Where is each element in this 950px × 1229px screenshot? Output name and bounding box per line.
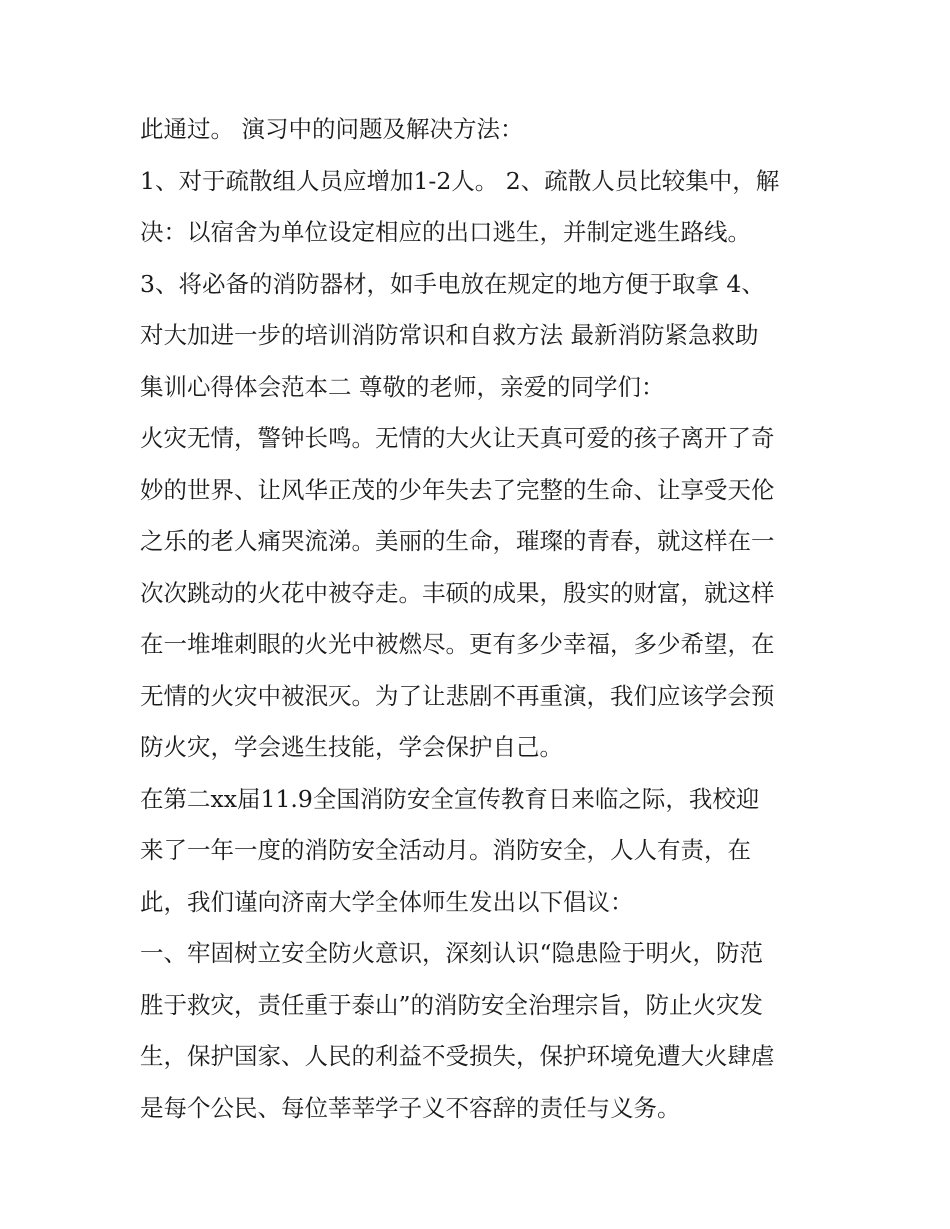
text-line: 集训心得体会范本二 尊敬的老师，亲爱的同学们： [140, 372, 665, 401]
text-line: 胜于救灾，责任重于泰山”的消防安全治理宗旨，防止火灾发 [140, 990, 764, 1019]
text-line: 是每个公民、每位莘莘学子义不容辞的责任与义务。 [140, 1093, 681, 1122]
text-line: 次次跳动的火花中被夺走。丰硕的成果，殷实的财富，就这样 [140, 578, 775, 607]
text-line: 3、将必备的消防器材，如手电放在规定的地方便于取拿 4、 [140, 269, 765, 298]
text-line: 此通过。 演习中的问题及解决方法： [140, 115, 524, 143]
text-line: 生，保护国家、人民的利益不受损失，保护环境免遭大火肆虐 [140, 1042, 775, 1070]
text-line: 来了一年一度的消防安全活动月。消防安全，人人有责，在 [140, 836, 751, 864]
text-line: 防火灾，学会逃生技能，学会保护自己。 [140, 733, 563, 761]
text-line: 无情的火灾中被泯灭。为了让悲剧不再重演，我们应该学会预 [140, 681, 775, 710]
text-line: 之乐的老人痛哭流涕。美丽的生命，璀璨的青春，就这样在一 [140, 527, 775, 555]
text-line: 一、牢固树立安全防火意识，深刻认识“隐患险于明火，防范 [140, 939, 764, 967]
text-line: 在一堆堆刺眼的火光中被燃尽。更有多少幸福，多少希望，在 [140, 630, 775, 658]
text-line: 决：以宿舍为单位设定相应的出口逃生，并制定逃生路线。 [140, 218, 751, 246]
document-body [140, 104, 830, 1134]
text-line: 在第二xx届11.9全国消防安全宣传教育日来临之际，我校迎 [140, 784, 760, 813]
text-line: 火灾无情，警钟长鸣。无情的大火让天真可爱的孩子离开了奇 [140, 424, 775, 452]
text-line: 妙的世界、让风华正茂的少年失去了完整的生命、让享受天伦 [140, 475, 775, 504]
text-line: 此，我们谨向济南大学全体师生发出以下倡议： [140, 887, 634, 916]
text-line: 对大加进一步的培训消防常识和自救方法 最新消防紧急救助 [140, 321, 759, 349]
text-line: 1、对于疏散组人员应增加1-2人。 2、疏散人员比较集中，解 [140, 166, 780, 195]
